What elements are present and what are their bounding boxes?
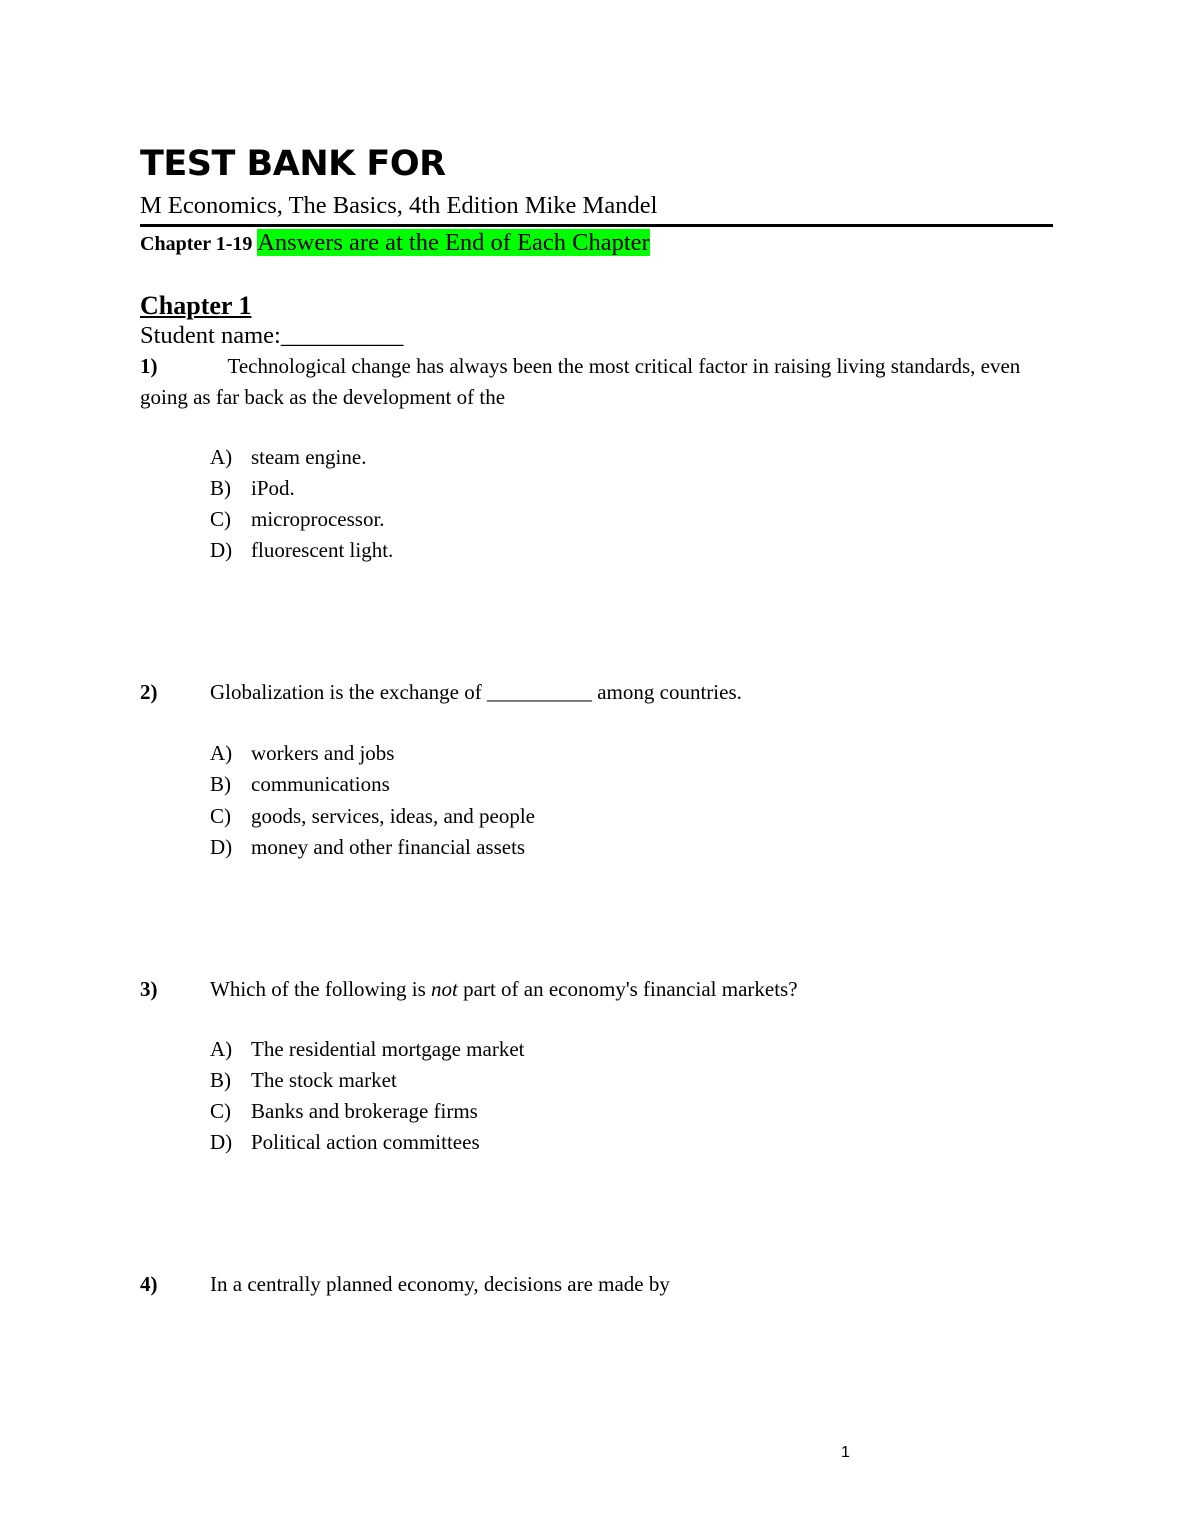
question-2-number: 2) (140, 680, 158, 704)
option-letter: B) (210, 476, 231, 500)
document-title: TEST BANK FOR (140, 144, 446, 184)
option-text: goods, services, ideas, and people (251, 804, 536, 828)
question-text-before: Which of the following is (210, 977, 432, 1001)
option-d (210, 1130, 480, 1155)
option-letter: D) (210, 1130, 233, 1154)
chapter-heading: Chapter 1 (140, 291, 252, 320)
option-b (210, 772, 390, 797)
question-text: Technological change has always been the most critical factor in raising living standards, even going as far back as the development of the (140, 354, 1021, 409)
option-letter: C) (210, 804, 231, 828)
option-b (210, 1068, 397, 1093)
question-4-number: 4) (140, 1272, 158, 1296)
option-letter: A) (210, 1037, 233, 1061)
option-text: microprocessor. (251, 507, 385, 531)
option-text: The residential mortgage market (251, 1037, 525, 1061)
question-3-text (210, 977, 798, 1002)
option-text: fluorescent light. (251, 538, 394, 562)
question-3-number: 3) (140, 977, 158, 1001)
option-text: Political action committees (251, 1130, 480, 1154)
option-b (210, 476, 295, 501)
question-text-emphasis: not (431, 977, 458, 1001)
option-letter: B) (210, 1068, 231, 1092)
option-text: workers and jobs (251, 741, 395, 765)
question-4-text: In a centrally planned economy, decisions are made by (210, 1272, 670, 1296)
chapter-range-label: Chapter 1-19 (140, 233, 253, 255)
option-letter: D) (210, 835, 233, 859)
option-a (210, 741, 394, 766)
page-number: 1 (841, 1444, 850, 1461)
option-letter: D) (210, 538, 233, 562)
question-1 (140, 351, 1050, 413)
option-c (210, 507, 385, 532)
option-d (210, 538, 393, 563)
option-text: The stock market (251, 1068, 397, 1092)
student-name-field: Student name:__________ (140, 322, 404, 349)
question-number: 1) (140, 354, 158, 378)
document-subtitle: M Economics, The Basics, 4th Edition Mike Mandel (140, 192, 658, 219)
option-a (210, 1037, 524, 1062)
option-c (210, 804, 535, 829)
option-text: iPod. (251, 476, 295, 500)
option-letter: A) (210, 445, 233, 469)
option-a (210, 445, 366, 470)
option-text: steam engine. (251, 445, 367, 469)
option-text: money and other financial assets (251, 835, 526, 859)
option-letter: C) (210, 507, 231, 531)
question-2-text: Globalization is the exchange of __________ among countries. (210, 680, 742, 704)
option-d (210, 835, 525, 860)
option-text: communications (251, 772, 390, 796)
option-text: Banks and brokerage firms (251, 1099, 478, 1123)
answers-note-highlight: Answers are at the End of Each Chapter (257, 229, 650, 256)
option-letter: A) (210, 741, 233, 765)
option-letter: B) (210, 772, 231, 796)
option-c (210, 1099, 478, 1124)
option-letter: C) (210, 1099, 231, 1123)
chapter-range-line (140, 228, 650, 257)
question-text-after: part of an economy's financial markets? (457, 977, 798, 1001)
header-divider (140, 224, 1053, 227)
